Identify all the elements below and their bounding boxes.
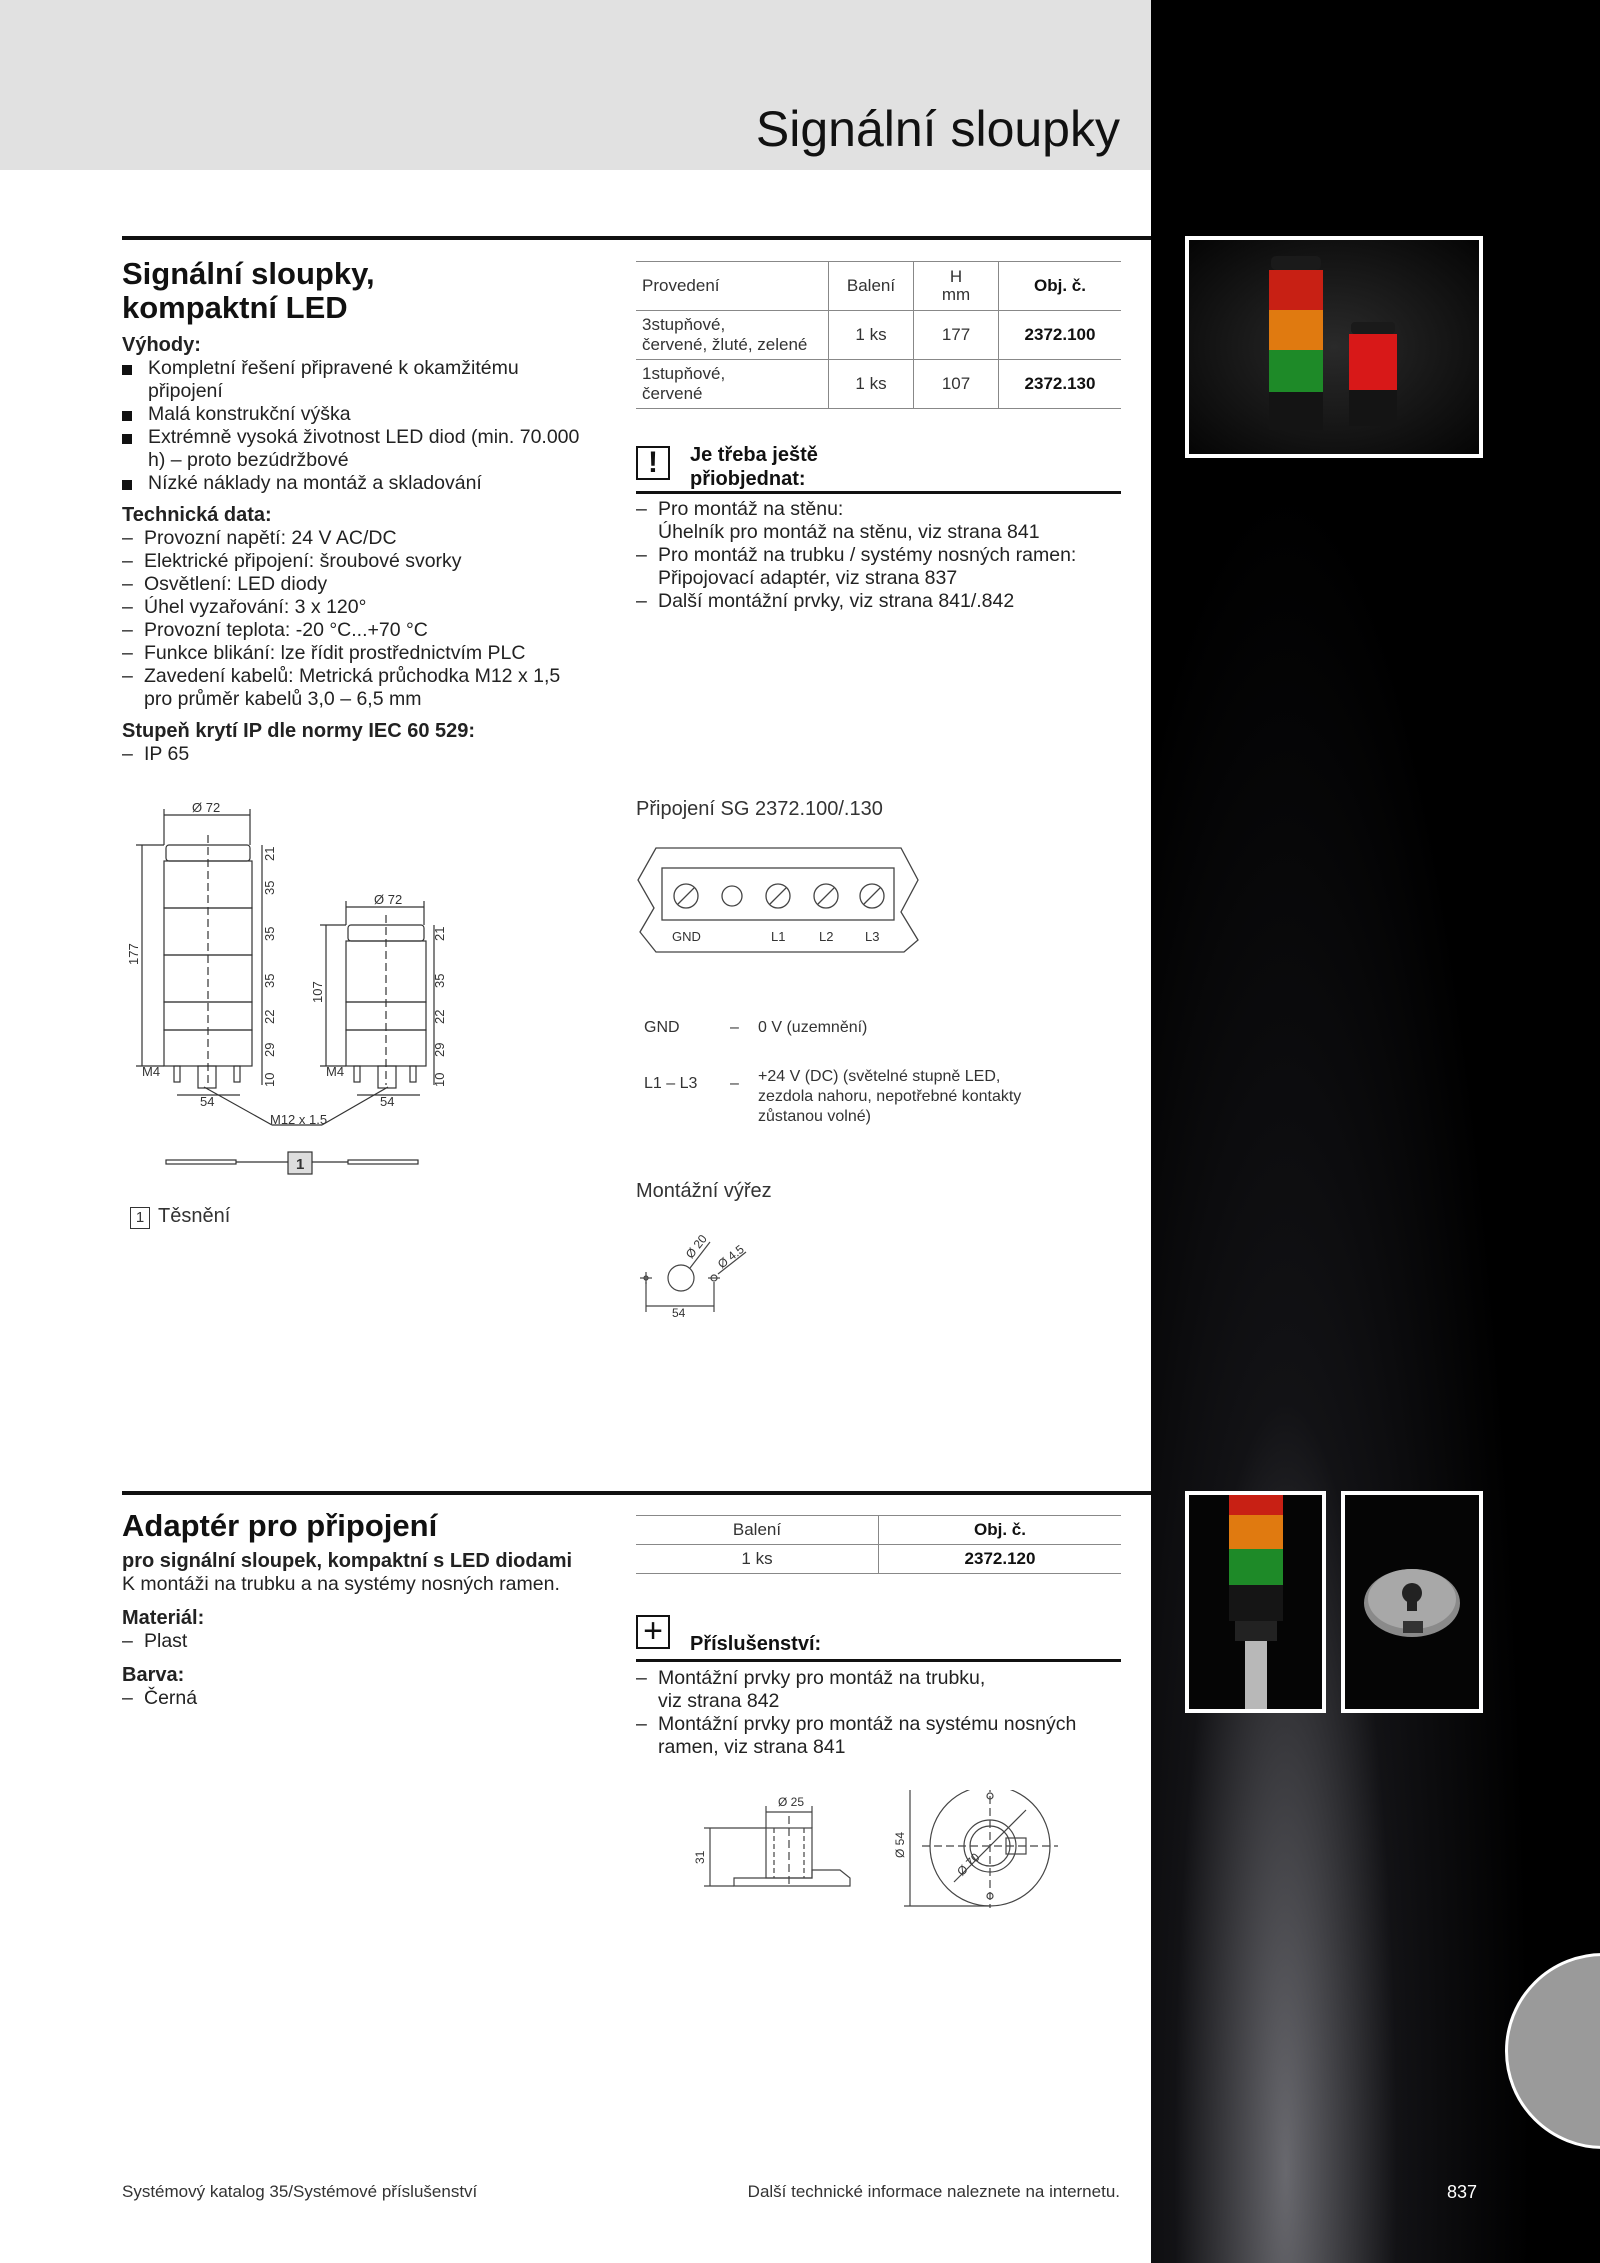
variant-line2: červené, žluté, zelené (642, 335, 808, 354)
dim-177: 177 (126, 943, 141, 965)
list-item: Kompletní řešení připravené k okamžitému připojení (122, 357, 592, 403)
dim-m4: M4 (326, 1064, 345, 1079)
item-line2: viz strana 842 (658, 1690, 780, 1712)
list-item: – Osvětlení: LED diody (122, 573, 592, 596)
section1-title-line1: Signální sloupky, (122, 256, 375, 291)
ip-heading: Stupeň krytí IP dle normy IEC 60 529: (122, 720, 476, 742)
col-order: Obj. č. (999, 262, 1122, 311)
list-item: – IP 65 (122, 743, 592, 766)
adapter-mounted-image (1189, 1495, 1322, 1709)
signal-tower-image (1189, 240, 1479, 454)
cutout-title: Montážní výřez (636, 1180, 772, 1202)
list-item: – Provozní napětí: 24 V AC/DC (122, 527, 592, 550)
adapter-image (1345, 1495, 1479, 1709)
order-notice-list (636, 498, 1136, 613)
notice-rule (636, 491, 1121, 494)
item-line2: Úhelník pro montáž na stěnu, viz strana 841 (658, 521, 1040, 543)
order-notice-title-line1: Je třeba ještě (690, 444, 818, 466)
advantages-heading: Výhody: (122, 334, 201, 356)
drawing-legend (130, 1205, 230, 1229)
terminal-block-diagram (636, 840, 921, 955)
variant-line1: 3stupňové, (642, 315, 726, 334)
dim-10: 10 (432, 1072, 447, 1087)
item-line1: – Pro montáž na stěnu: (658, 498, 844, 520)
l-desc-line1: +24 V (DC) (světelné stupně LED, (758, 1068, 1001, 1085)
material-heading: Materiál: (122, 1607, 205, 1629)
section2-subtitle: pro signální sloupek, kompaktní s LED diodami (122, 1550, 573, 1572)
item-line2: ramen, viz strana 841 (658, 1736, 846, 1758)
item-line1: – Pro montáž na trubku / systémy nosných ramen: (658, 544, 1077, 566)
accessories-list (636, 1667, 1136, 1759)
section1-title-line2: kompaktní LED (122, 290, 348, 325)
exclamation-icon: ! (636, 446, 670, 480)
dim-dia-tall: Ø 72 (192, 800, 221, 815)
mounting-cutout-diagram (636, 1220, 766, 1320)
col-height-label: H (949, 267, 963, 286)
list-item: Nízké náklady na montáž a skladování (122, 472, 592, 495)
item-line2: Připojovací adaptér, viz strana 837 (658, 567, 958, 589)
list-item (636, 1713, 1136, 1759)
dim-22: 22 (432, 1009, 447, 1024)
material-list (122, 1630, 622, 1653)
dim-d70: Ø 70 (954, 1850, 983, 1879)
cell-pack: 1 ks (636, 1545, 879, 1574)
dim-d54: Ø 54 (893, 1831, 907, 1858)
gnd-dash: – (730, 1019, 739, 1036)
cell-height: 177 (914, 311, 999, 360)
dim-107: 107 (310, 981, 325, 1003)
connection-title: Připojení SG 2372.100/.130 (636, 798, 883, 820)
page-number: 837 (1447, 2182, 1478, 2202)
dim-22: 22 (262, 1009, 277, 1024)
list-item: – Úhel vyzařování: 3 x 120° (122, 596, 592, 619)
dim-21: 21 (432, 926, 447, 941)
table-header-row (636, 1516, 1121, 1545)
list-item: Extrémně vysoká životnost LED diod (min. 70.000 h) – proto bezúdržbové (122, 426, 592, 472)
signal-tower-drawing (122, 795, 462, 1190)
color-list (122, 1687, 622, 1710)
item-line1: – Montážní prvky pro montáž na systému nosných (658, 1713, 1077, 1735)
cell-pack: 1 ks (829, 360, 914, 409)
dim-54: 54 (380, 1094, 395, 1109)
terminal-l2: L2 (819, 929, 834, 944)
variant-line2: červené (642, 384, 703, 403)
ip-list (122, 743, 592, 766)
page-title: Signální sloupky (755, 101, 1120, 157)
dim-21: 21 (262, 846, 277, 861)
advantages-list (122, 357, 592, 495)
list-item: – Zavedení kabelů: Metrická průchodka M12 x 1,5 pro průměr kabelů 3,0 – 6,5 mm (122, 665, 592, 711)
plus-icon: + (636, 1615, 670, 1649)
cell-variant (636, 360, 829, 409)
dim-d20: Ø 20 (682, 1231, 710, 1262)
gnd-desc: 0 V (uzemnění) (758, 1019, 868, 1036)
legend-number: 1 (130, 1207, 150, 1229)
section2-description: K montáži na trubku a na systémy nosných ramen. (122, 1573, 560, 1595)
section1-title (122, 257, 375, 325)
dim-35: 35 (262, 926, 277, 941)
accessories-rule (636, 1659, 1121, 1662)
footer-internet-note: Další technické informace naleznete na internetu. (747, 2182, 1120, 2201)
terminal-l1: L1 (771, 929, 786, 944)
dim-29: 29 (432, 1042, 447, 1057)
product-photo-adapter (1341, 1491, 1483, 1713)
list-item: – Provozní teplota: -20 °C...+70 °C (122, 619, 592, 642)
table-row (636, 311, 1121, 360)
col-height (914, 262, 999, 311)
section2-rule (122, 1491, 1151, 1495)
item-line1: – Montážní prvky pro montáž na trubku, (658, 1667, 986, 1689)
variant-line1: 1stupňové, (642, 364, 726, 383)
list-item (636, 498, 1136, 544)
l-desc-line2: zezdola nahoru, nepotřebné kontakty (758, 1088, 1022, 1105)
legend-text: Těsnění (158, 1205, 231, 1227)
seal-marker: 1 (296, 1156, 305, 1173)
order-notice-title (690, 443, 818, 491)
section1-rule (122, 236, 1151, 240)
dim-d25: Ø 25 (778, 1795, 805, 1809)
list-item: – Plast (122, 1630, 622, 1653)
l-desc-line3: zůstanou volné) (758, 1108, 871, 1125)
list-item (636, 590, 1136, 613)
col-variant: Provedení (636, 262, 829, 311)
cell-order: 2372.100 (999, 311, 1122, 360)
table-row (636, 1545, 1121, 1574)
cell-height: 107 (914, 360, 999, 409)
table-header-row (636, 262, 1121, 311)
dim-35: 35 (432, 973, 447, 988)
adapter-drawing (690, 1790, 1090, 1910)
dim-dia-short: Ø 72 (374, 892, 403, 907)
order-notice-title-line2: přiobjednat: (690, 468, 806, 490)
section2-title: Adaptér pro připojení (122, 1508, 438, 1543)
accessories-title: Příslušenství: (690, 1633, 822, 1655)
cell-order: 2372.120 (879, 1545, 1122, 1574)
cell-pack: 1 ks (829, 311, 914, 360)
list-item (636, 544, 1136, 590)
terminal-gnd: GND (672, 929, 701, 944)
color-heading: Barva: (122, 1664, 185, 1686)
dim-54: 54 (200, 1094, 215, 1109)
product-photo-signal-towers (1185, 236, 1483, 458)
col-height-unit: mm (941, 285, 971, 304)
cell-order: 2372.130 (999, 360, 1122, 409)
cell-variant (636, 311, 829, 360)
adapter-order-table (636, 1515, 1121, 1574)
dim-35: 35 (262, 973, 277, 988)
footer-catalog: Systémový katalog 35/Systémové příslušenství (122, 2182, 478, 2201)
dim-d45: Ø 4.5 (714, 1242, 747, 1272)
tech-heading: Technická data: (122, 504, 272, 526)
dim-35: 35 (262, 880, 277, 895)
l-dash: – (730, 1075, 739, 1092)
section1-specs (122, 333, 592, 766)
table-row (636, 360, 1121, 409)
dim-10: 10 (262, 1072, 277, 1087)
product-photo-adapter-mounted (1185, 1491, 1326, 1713)
gnd-label: GND (644, 1019, 680, 1036)
list-item (636, 1667, 1136, 1713)
col-pack: Balení (636, 1516, 879, 1545)
list-item: – Černá (122, 1687, 622, 1710)
col-pack: Balení (829, 262, 914, 311)
section2-specs (122, 1549, 622, 1710)
terminal-l3: L3 (865, 929, 880, 944)
dim-29: 29 (262, 1042, 277, 1057)
dim-m4: M4 (142, 1064, 161, 1079)
l-desc (758, 1067, 1021, 1127)
list-item: – Funkce blikání: lze řídit prostřednictvím PLC (122, 642, 592, 665)
item-line1: – Další montážní prvky, viz strana 841/.842 (658, 590, 1015, 612)
list-item: Malá konstrukční výška (122, 403, 592, 426)
dim-31: 31 (693, 1850, 707, 1864)
dim-54: 54 (672, 1306, 686, 1320)
tech-list (122, 527, 592, 711)
list-item: – Elektrické připojení: šroubové svorky (122, 550, 592, 573)
dim-m12: M12 x 1.5 (270, 1112, 328, 1127)
l-label: L1 – L3 (644, 1075, 698, 1092)
order-table (636, 261, 1121, 409)
col-order: Obj. č. (879, 1516, 1122, 1545)
